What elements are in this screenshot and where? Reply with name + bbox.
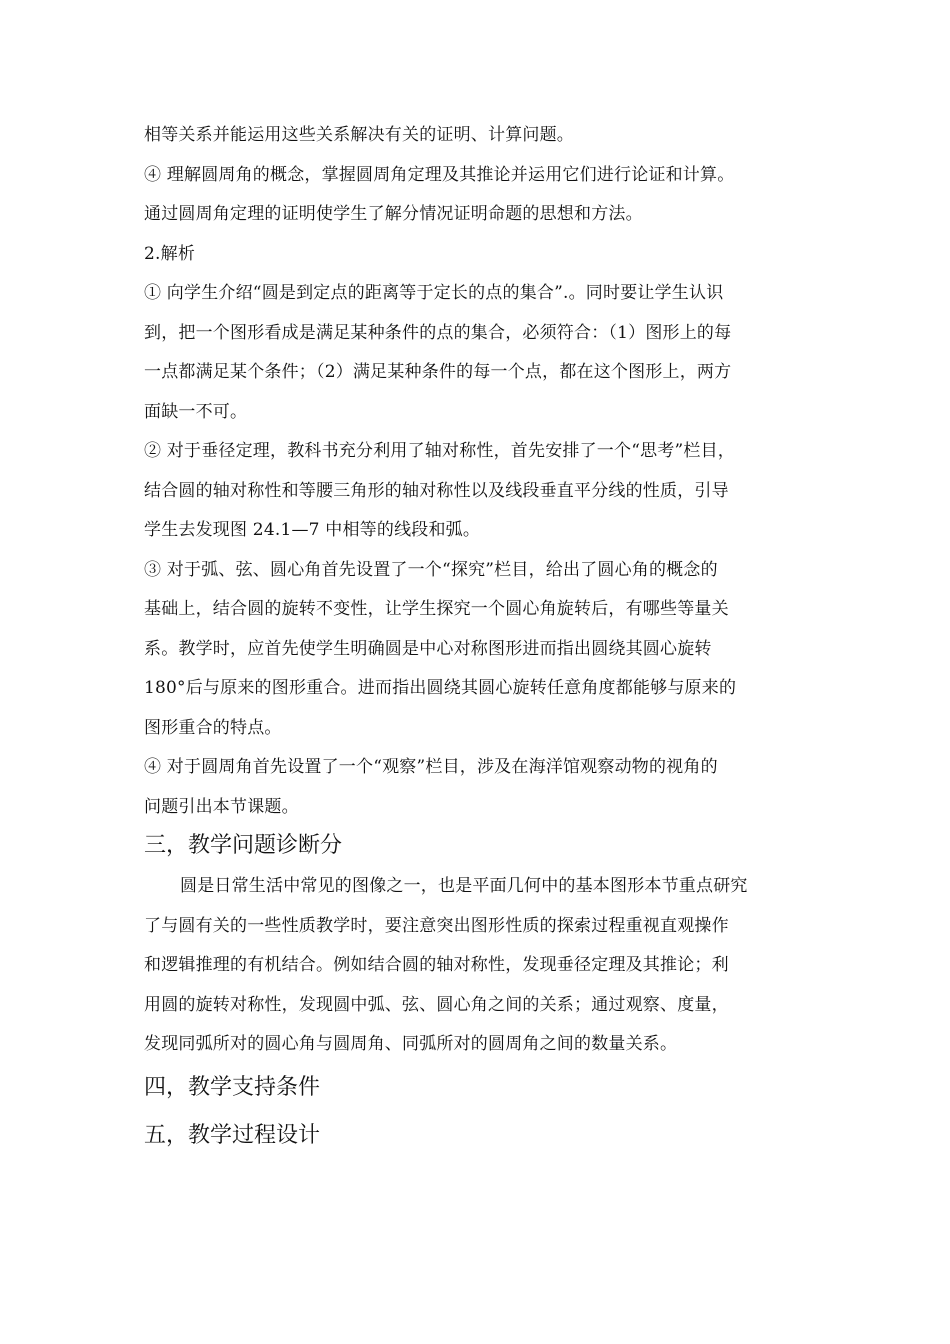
text-line: 图形重合的特点。 [144,717,282,738]
text-line: 用圆的旋转对称性，发现圆中弧、弦、圆心角之间的关系；通过观察、度量， [144,994,729,1015]
text-line: 发现同弧所对的圆心角与圆周角、同弧所对的圆周角之间的数量关系。 [144,1034,678,1054]
text-line: 了与圆有关的一些性质教学时，要注意突出图形性质的探索过程重视直观操作 [144,915,729,936]
text-line: ② 对于垂径定理，教科书充分利用了轴对称性，首先安排了一个“思考”栏目， [144,441,735,461]
section-heading-5: 五，教学过程设计 [144,1122,321,1148]
section-heading-4: 四，教学支持条件 [144,1074,321,1100]
paragraph-block-objectives-analysis [144,116,824,827]
text-line: 圆是日常生活中常见的图像之一，也是平面几何中的基本图形本节重点研究 [180,876,748,896]
text-line: 学生去发现图 24.1—7 中相等的线段和弧。 [144,520,481,540]
text-line: ④ 对于圆周角首先设置了一个“观察”栏目，涉及在海洋馆观察动物的视角的 [144,757,718,777]
text-line: 问题引出本节课题。 [144,796,299,817]
document-page [144,116,824,1157]
section-heading-3: 三，教学问题诊断分 [144,833,343,858]
text-line: 180°后与原来的图形重合。进而指出圆绕其圆心旋转任意角度都能够与原来的 [144,678,737,698]
text-line: 到，把一个图形看成是满足某种条件的点的集合，必须符合：（1）图形上的每 [144,322,732,343]
text-line: 面缺一不可。 [144,401,248,422]
text-line: 系。教学时，应首先使学生明确圆是中心对称图形进而指出圆绕其圆心旋转 [144,638,712,659]
text-line: ① 向学生介绍“圆是到定点的距离等于定长的点的集合”.。同时要让学生认识 [144,283,724,303]
text-line: 结合圆的轴对称性和等腰三角形的轴对称性以及线段垂直平分线的性质，引导 [144,480,729,501]
text-line: 和逻辑推理的有机结合。例如结合圆的轴对称性，发现垂径定理及其推论；利 [144,955,729,975]
text-line: 基础上，结合圆的旋转不变性，让学生探究一个圆心角旋转后，有哪些等量关 [144,599,729,619]
text-line: 通过圆周角定理的证明使学生了解分情况证明命题的思想和方法。 [144,204,643,224]
text-line: 一点都满足某个条件；（2）满足某种条件的每一个点，都在这个图形上，两方 [144,362,732,382]
paragraph-block-diagnosis [144,867,824,1065]
text-line: ④ 理解圆周角的概念，掌握圆周角定理及其推论并运用它们进行论证和计算。 [144,164,735,185]
text-line: 相等关系并能运用这些关系解决有关的证明、计算问题。 [144,125,574,145]
text-line: 2.解析 [144,243,196,264]
text-line: ③ 对于弧、弦、圆心角首先设置了一个“探究”栏目，给出了圆心角的概念的 [144,559,718,580]
